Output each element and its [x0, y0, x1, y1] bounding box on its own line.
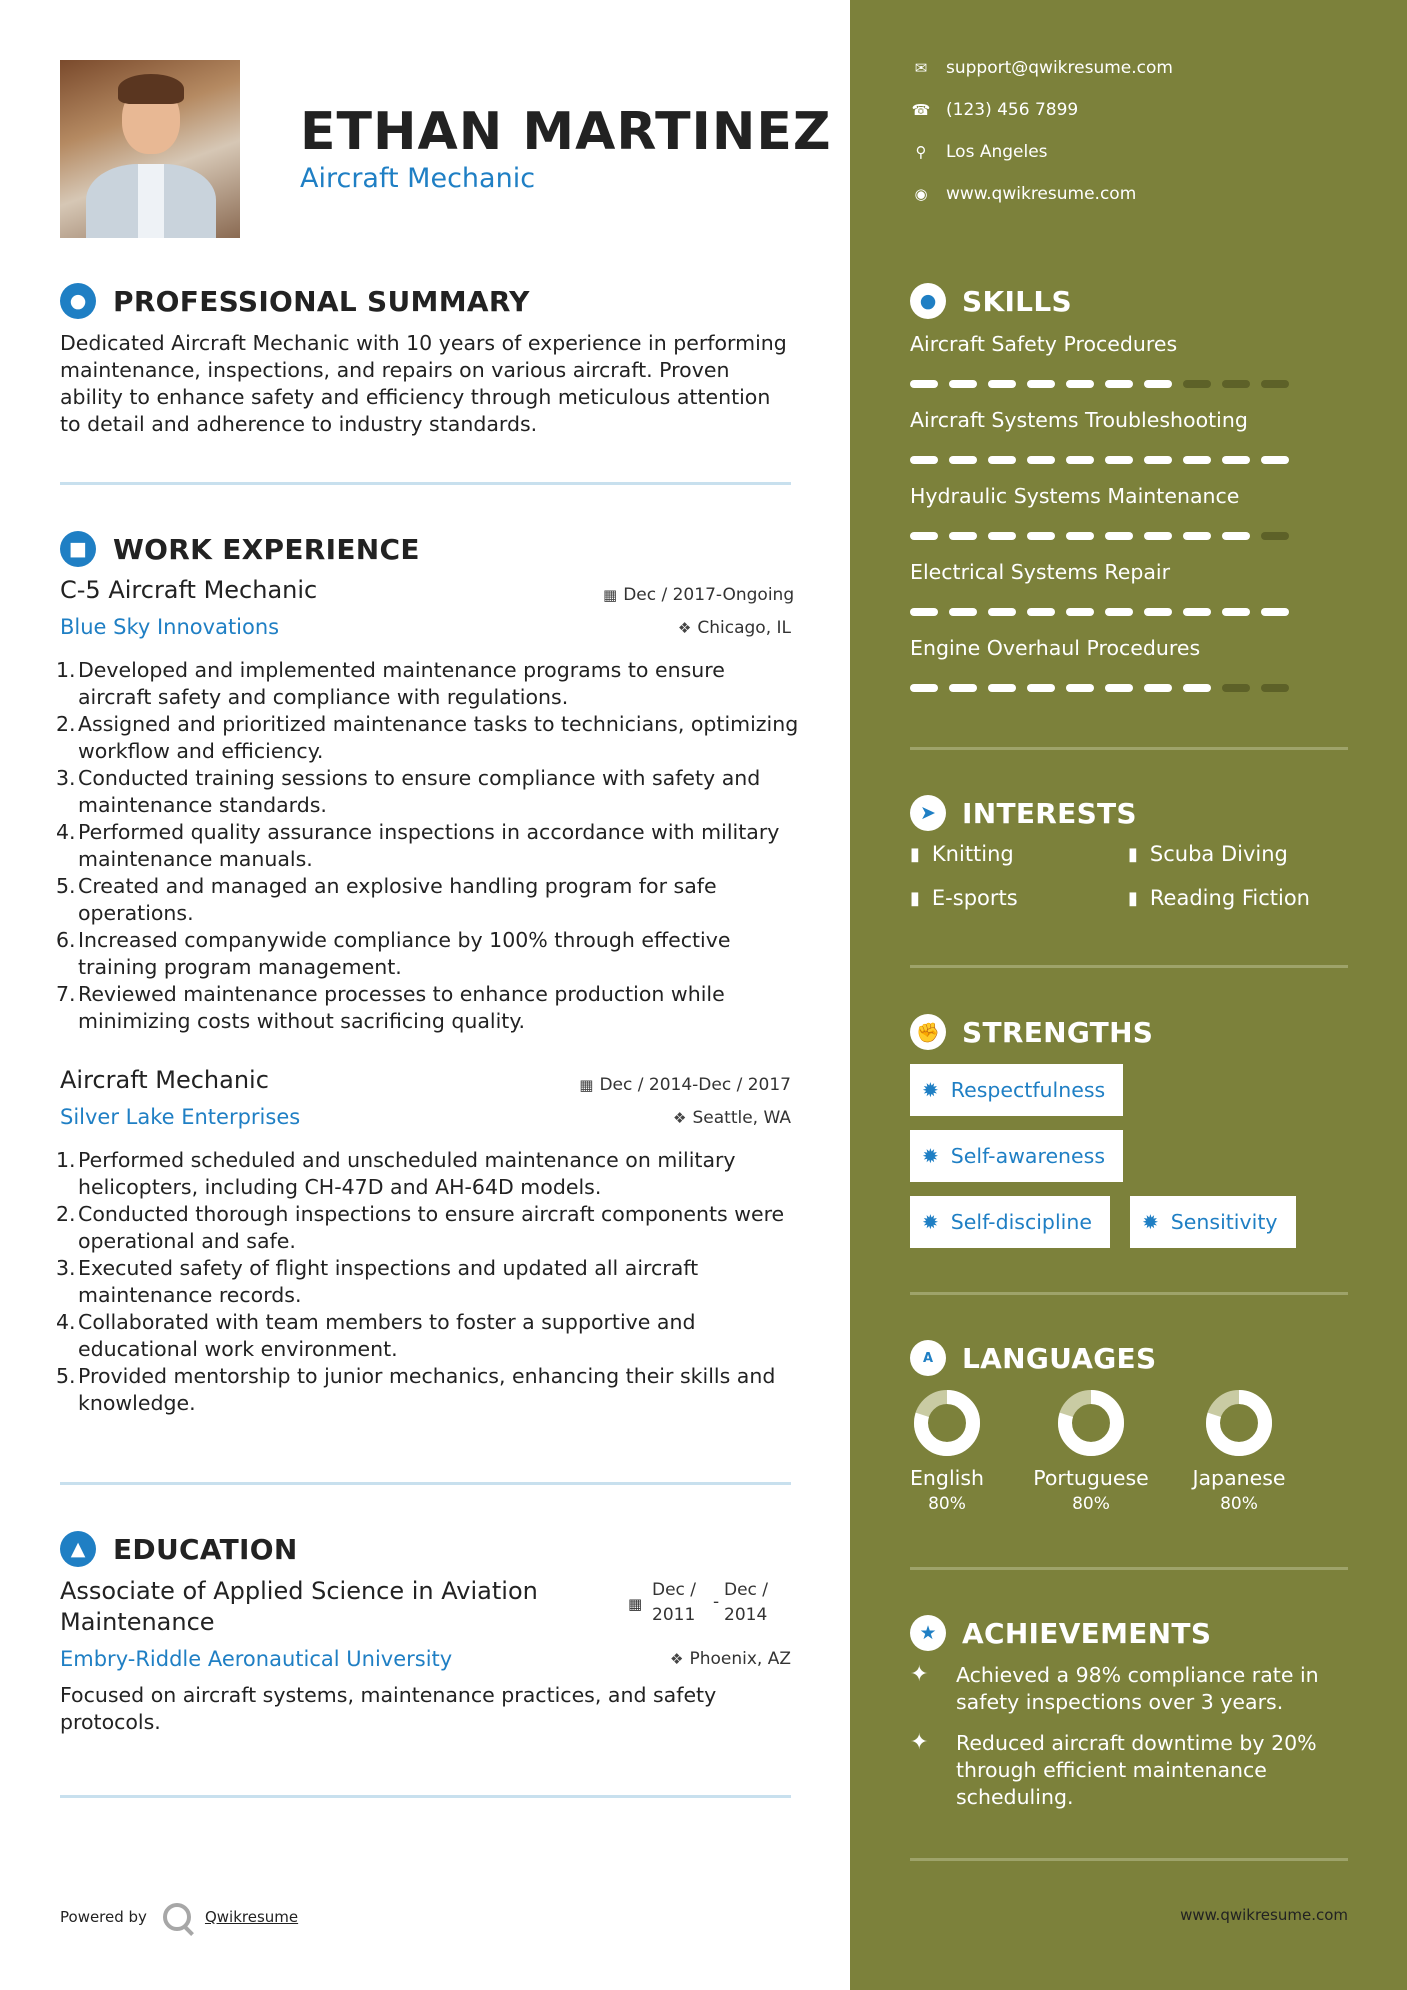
skill-level-segment [949, 684, 977, 692]
qwikresume-logo-icon [163, 1903, 191, 1931]
interest-item [1128, 842, 1288, 866]
skill-level-segment [1183, 608, 1211, 616]
skill-level-segment [1183, 684, 1211, 692]
map-pin-icon: ⚲ [915, 143, 927, 161]
envelope-icon: ✉ [914, 59, 928, 77]
skill-level-segment [1261, 608, 1289, 616]
qwikresume-link[interactable]: Qwikresume [204, 1908, 299, 1926]
experience-heading [60, 531, 420, 567]
job-dates [563, 1075, 791, 1095]
achievements-heading [910, 1615, 1211, 1651]
edu-start-year: 2011 [652, 1605, 696, 1625]
badge-icon: ✹ [1142, 1210, 1159, 1234]
summary-heading [60, 283, 530, 319]
skill-name: Aircraft Safety Procedures [910, 332, 1178, 356]
list-item: Executed safety of flight inspections and updated all aircraft maintenance records. [78, 1256, 699, 1307]
skill-level-segment [988, 456, 1016, 464]
skill-level-bar [910, 380, 1300, 388]
skills-title: SKILLS [962, 284, 1072, 318]
section-divider [60, 482, 791, 485]
skill-level-segment [1105, 532, 1133, 540]
skill-level-segment [1027, 380, 1055, 388]
calendar-icon: ▦ [628, 1595, 643, 1613]
experience-title: WORK EXPERIENCE [113, 532, 420, 566]
pin-icon: ❖ [677, 619, 692, 637]
skill-level-segment [949, 532, 977, 540]
badge-icon: ✹ [922, 1078, 939, 1102]
skill-level-segment [1027, 456, 1055, 464]
skill-level-segment [1144, 684, 1172, 692]
skill-level-segment [1105, 456, 1133, 464]
skill-level-segment [1222, 684, 1250, 692]
job-duties [60, 657, 800, 1035]
book-icon: ▮ [910, 887, 920, 909]
email-text: support@qwikresume.com [946, 58, 1173, 78]
list-item: Performed quality assurance inspections in accordance with military maintenance manuals. [78, 820, 780, 871]
language-ring [1058, 1390, 1124, 1456]
section-divider [910, 747, 1348, 750]
star-badge-icon: ★ [910, 1615, 946, 1651]
skill-level-segment [1261, 380, 1289, 388]
skill-level-segment [910, 456, 938, 464]
language-name: English [909, 1466, 985, 1490]
skill-level-bar [910, 456, 1300, 464]
language-ring [914, 1390, 980, 1456]
job-company: Silver Lake Enterprises [60, 1105, 301, 1129]
list-item: Provided mentorship to junior mechanics, enhancing their skills and knowledge. [78, 1364, 776, 1415]
list-item: Reviewed maintenance processes to enhance production while minimizing costs without sacrificing quality. [78, 982, 725, 1033]
footer-website-link[interactable]: www.qwikresume.com [1180, 1906, 1348, 1924]
location-text: Los Angeles [946, 142, 1048, 162]
language-item [1026, 1390, 1156, 1514]
list-item: Collaborated with team members to foster a supportive and educational work environment. [78, 1310, 696, 1361]
skill-level-segment [1144, 380, 1172, 388]
globe-icon: ◉ [914, 185, 928, 203]
edu-date-separator: - [713, 1592, 720, 1612]
skill-name: Aircraft Systems Troubleshooting [910, 408, 1248, 432]
achievement-text: Reduced aircraft downtime by 20% through efficient maintenance scheduling. [956, 1731, 1317, 1809]
job-location-text: Chicago, IL [697, 618, 791, 638]
skill-level-segment [1066, 456, 1094, 464]
book-icon: ▮ [1128, 887, 1138, 909]
interest-label: Reading Fiction [1149, 886, 1310, 910]
book-icon: ▮ [1128, 843, 1138, 865]
section-divider [60, 1795, 791, 1798]
language-name: Japanese [1192, 1466, 1286, 1490]
language-percent: 80% [1220, 1494, 1258, 1514]
skill-level-segment [949, 608, 977, 616]
languages-title: LANGUAGES [962, 1341, 1157, 1375]
fist-icon: ✊ [910, 1014, 946, 1050]
list-item: Increased companywide compliance by 100% through effective training program management. [78, 928, 731, 979]
skill-level-segment [988, 684, 1016, 692]
strength-tag [910, 1196, 1110, 1248]
job-location-text: Seattle, WA [692, 1108, 791, 1128]
skill-level-segment [1027, 608, 1055, 616]
skill-level-segment [1066, 684, 1094, 692]
list-item: Created and managed an explosive handling program for safe operations. [78, 874, 717, 925]
skill-level-segment [1105, 684, 1133, 692]
skill-level-segment [1261, 532, 1289, 540]
summary-title: PROFESSIONAL SUMMARY [113, 284, 530, 318]
strength-label: Respectfulness [950, 1078, 1106, 1102]
language-item [882, 1390, 1012, 1514]
skill-name: Hydraulic Systems Maintenance [910, 484, 1240, 508]
skill-level-segment [1183, 456, 1211, 464]
skill-level-segment [1144, 532, 1172, 540]
language-item [1174, 1390, 1304, 1514]
contact-location [910, 142, 1048, 162]
powered-by [60, 1903, 298, 1931]
skill-level-segment [1183, 380, 1211, 388]
job-location [603, 618, 791, 638]
section-divider [910, 1567, 1348, 1570]
calendar-icon: ▦ [579, 1076, 594, 1094]
briefcase-icon: ■ [60, 531, 96, 567]
strength-label: Sensitivity [1170, 1210, 1278, 1234]
skill-level-segment [1261, 684, 1289, 692]
edu-location-text: Phoenix, AZ [689, 1649, 791, 1669]
language-percent: 80% [928, 1494, 966, 1514]
degree-title: Associate of Applied Science in Aviation Maintenance [60, 1577, 538, 1636]
job-company: Blue Sky Innovations [60, 615, 280, 639]
skill-level-bar [910, 532, 1300, 540]
skill-level-segment [1222, 380, 1250, 388]
skill-level-segment [1222, 608, 1250, 616]
skill-level-segment [988, 608, 1016, 616]
skill-level-segment [910, 684, 938, 692]
graduation-cap-icon: ▲ [60, 1531, 96, 1567]
language-name: Portuguese [1033, 1466, 1149, 1490]
badge-icon: ✹ [922, 1144, 939, 1168]
calendar-icon: ▦ [603, 586, 618, 604]
edu-description: Focused on aircraft systems, maintenance practices, and safety protocols. [60, 1683, 717, 1734]
paper-plane-icon: ➤ [910, 795, 946, 831]
skill-name: Electrical Systems Repair [910, 560, 1171, 584]
school-name: Embry-Riddle Aeronautical University [60, 1647, 453, 1671]
achievements-title: ACHIEVEMENTS [962, 1616, 1212, 1650]
interest-label: E-sports [931, 886, 1018, 910]
skill-level-segment [988, 532, 1016, 540]
achievement-text: Achieved a 98% compliance rate in safety inspections over 3 years. [956, 1663, 1319, 1714]
skill-level-segment [910, 380, 938, 388]
section-divider [910, 1858, 1348, 1861]
job-dates-text: Dec / 2017-Ongoing [623, 585, 795, 605]
skill-level-segment [910, 532, 938, 540]
pin-icon: ❖ [673, 1109, 687, 1127]
languages-heading [910, 1340, 1156, 1376]
user-icon: ● [60, 283, 96, 319]
interest-label: Knitting [931, 842, 1014, 866]
list-item: Assigned and prioritized maintenance tasks to technicians, optimizing workflow and efficiency. [78, 712, 799, 763]
contact-email[interactable] [910, 58, 1173, 78]
edu-start-month: Dec / [652, 1580, 697, 1600]
skill-level-segment [1027, 532, 1055, 540]
skill-level-segment [1066, 608, 1094, 616]
achievement-item [910, 1662, 1350, 1716]
skill-level-segment [949, 380, 977, 388]
skill-level-segment [1144, 456, 1172, 464]
contact-website[interactable] [910, 184, 1136, 204]
education-heading [60, 1531, 298, 1567]
edu-end-date [724, 1578, 768, 1628]
section-divider [910, 965, 1348, 968]
skill-level-segment [1027, 684, 1055, 692]
list-item: Performed scheduled and unscheduled maintenance on military helicopters, including CH-47D and AH-64D models. [78, 1148, 736, 1199]
job-dates-text: Dec / 2014-Dec / 2017 [599, 1075, 791, 1095]
edu-start-date [652, 1578, 696, 1628]
strengths-heading [910, 1014, 1153, 1050]
shooting-star-icon: ✦ [910, 1730, 929, 1755]
interests-title: INTERESTS [962, 796, 1137, 830]
interest-label: Scuba Diving [1149, 842, 1288, 866]
interest-item [910, 842, 1014, 866]
skill-level-segment [949, 456, 977, 464]
skill-level-bar [910, 684, 1300, 692]
skill-level-segment [988, 380, 1016, 388]
website-text: www.qwikresume.com [946, 184, 1137, 204]
interest-item [1128, 886, 1310, 910]
badge-icon: ✹ [922, 1210, 939, 1234]
book-icon: ▮ [910, 843, 920, 865]
skills-heading [910, 283, 1072, 319]
skill-level-segment [1222, 456, 1250, 464]
edu-end-year: 2014 [724, 1605, 768, 1625]
skill-level-segment [1105, 608, 1133, 616]
skill-level-bar [910, 608, 1300, 616]
strength-tag [1130, 1196, 1296, 1248]
lightbulb-icon: ● [910, 283, 946, 319]
edu-location [603, 1649, 791, 1669]
section-divider [60, 1482, 791, 1485]
skill-level-segment [1066, 532, 1094, 540]
achievement-item [910, 1730, 1350, 1811]
skill-name: Engine Overhaul Procedures [910, 636, 1201, 660]
skill-level-segment [1222, 532, 1250, 540]
contact-phone[interactable] [910, 100, 1078, 120]
profile-photo [60, 60, 240, 238]
list-item: Conducted training sessions to ensure compliance with safety and maintenance standards. [78, 766, 761, 817]
strength-label: Self-discipline [950, 1210, 1092, 1234]
strength-tag [910, 1064, 1123, 1116]
shooting-star-icon: ✦ [910, 1662, 929, 1687]
candidate-name: ETHAN MARTINEZ [300, 102, 832, 162]
pin-icon: ❖ [670, 1650, 684, 1668]
skill-level-segment [1183, 532, 1211, 540]
language-ring [1206, 1390, 1272, 1456]
summary-text: Dedicated Aircraft Mechanic with 10 years of experience in performing maintenance, inspections, and repairs on various aircraft. Proven ability to enhance safety and efficiency through meticulous attention to detail and adherence to industry standards. [60, 331, 787, 436]
candidate-title: Aircraft Mechanic [300, 163, 536, 194]
skill-level-segment [1105, 380, 1133, 388]
powered-by-label: Powered by [60, 1908, 147, 1926]
job-location [603, 1108, 791, 1128]
translate-icon: A [910, 1340, 946, 1376]
phone-text: (123) 456 7899 [946, 100, 1079, 120]
job-role: Aircraft Mechanic [60, 1066, 269, 1094]
skill-level-segment [1144, 608, 1172, 616]
language-percent: 80% [1072, 1494, 1110, 1514]
job-role: C-5 Aircraft Mechanic [60, 576, 318, 604]
strength-label: Self-awareness [950, 1144, 1106, 1168]
interests-heading [910, 795, 1137, 831]
edu-end-month: Dec / [724, 1580, 769, 1600]
list-item: Developed and implemented maintenance programs to ensure aircraft safety and compliance with regulations. [78, 658, 725, 709]
section-divider [910, 1292, 1348, 1295]
phone-icon: ☎ [911, 101, 931, 119]
job-duties [60, 1147, 800, 1417]
education-title: EDUCATION [113, 1532, 298, 1566]
strengths-title: STRENGTHS [962, 1015, 1154, 1049]
job-dates [603, 585, 795, 605]
skill-level-segment [1066, 380, 1094, 388]
list-item: Conducted thorough inspections to ensure aircraft components were operational and safe. [78, 1202, 785, 1253]
interest-item [910, 886, 1018, 910]
strength-tag [910, 1130, 1123, 1182]
skill-level-segment [910, 608, 938, 616]
skill-level-segment [1261, 456, 1289, 464]
